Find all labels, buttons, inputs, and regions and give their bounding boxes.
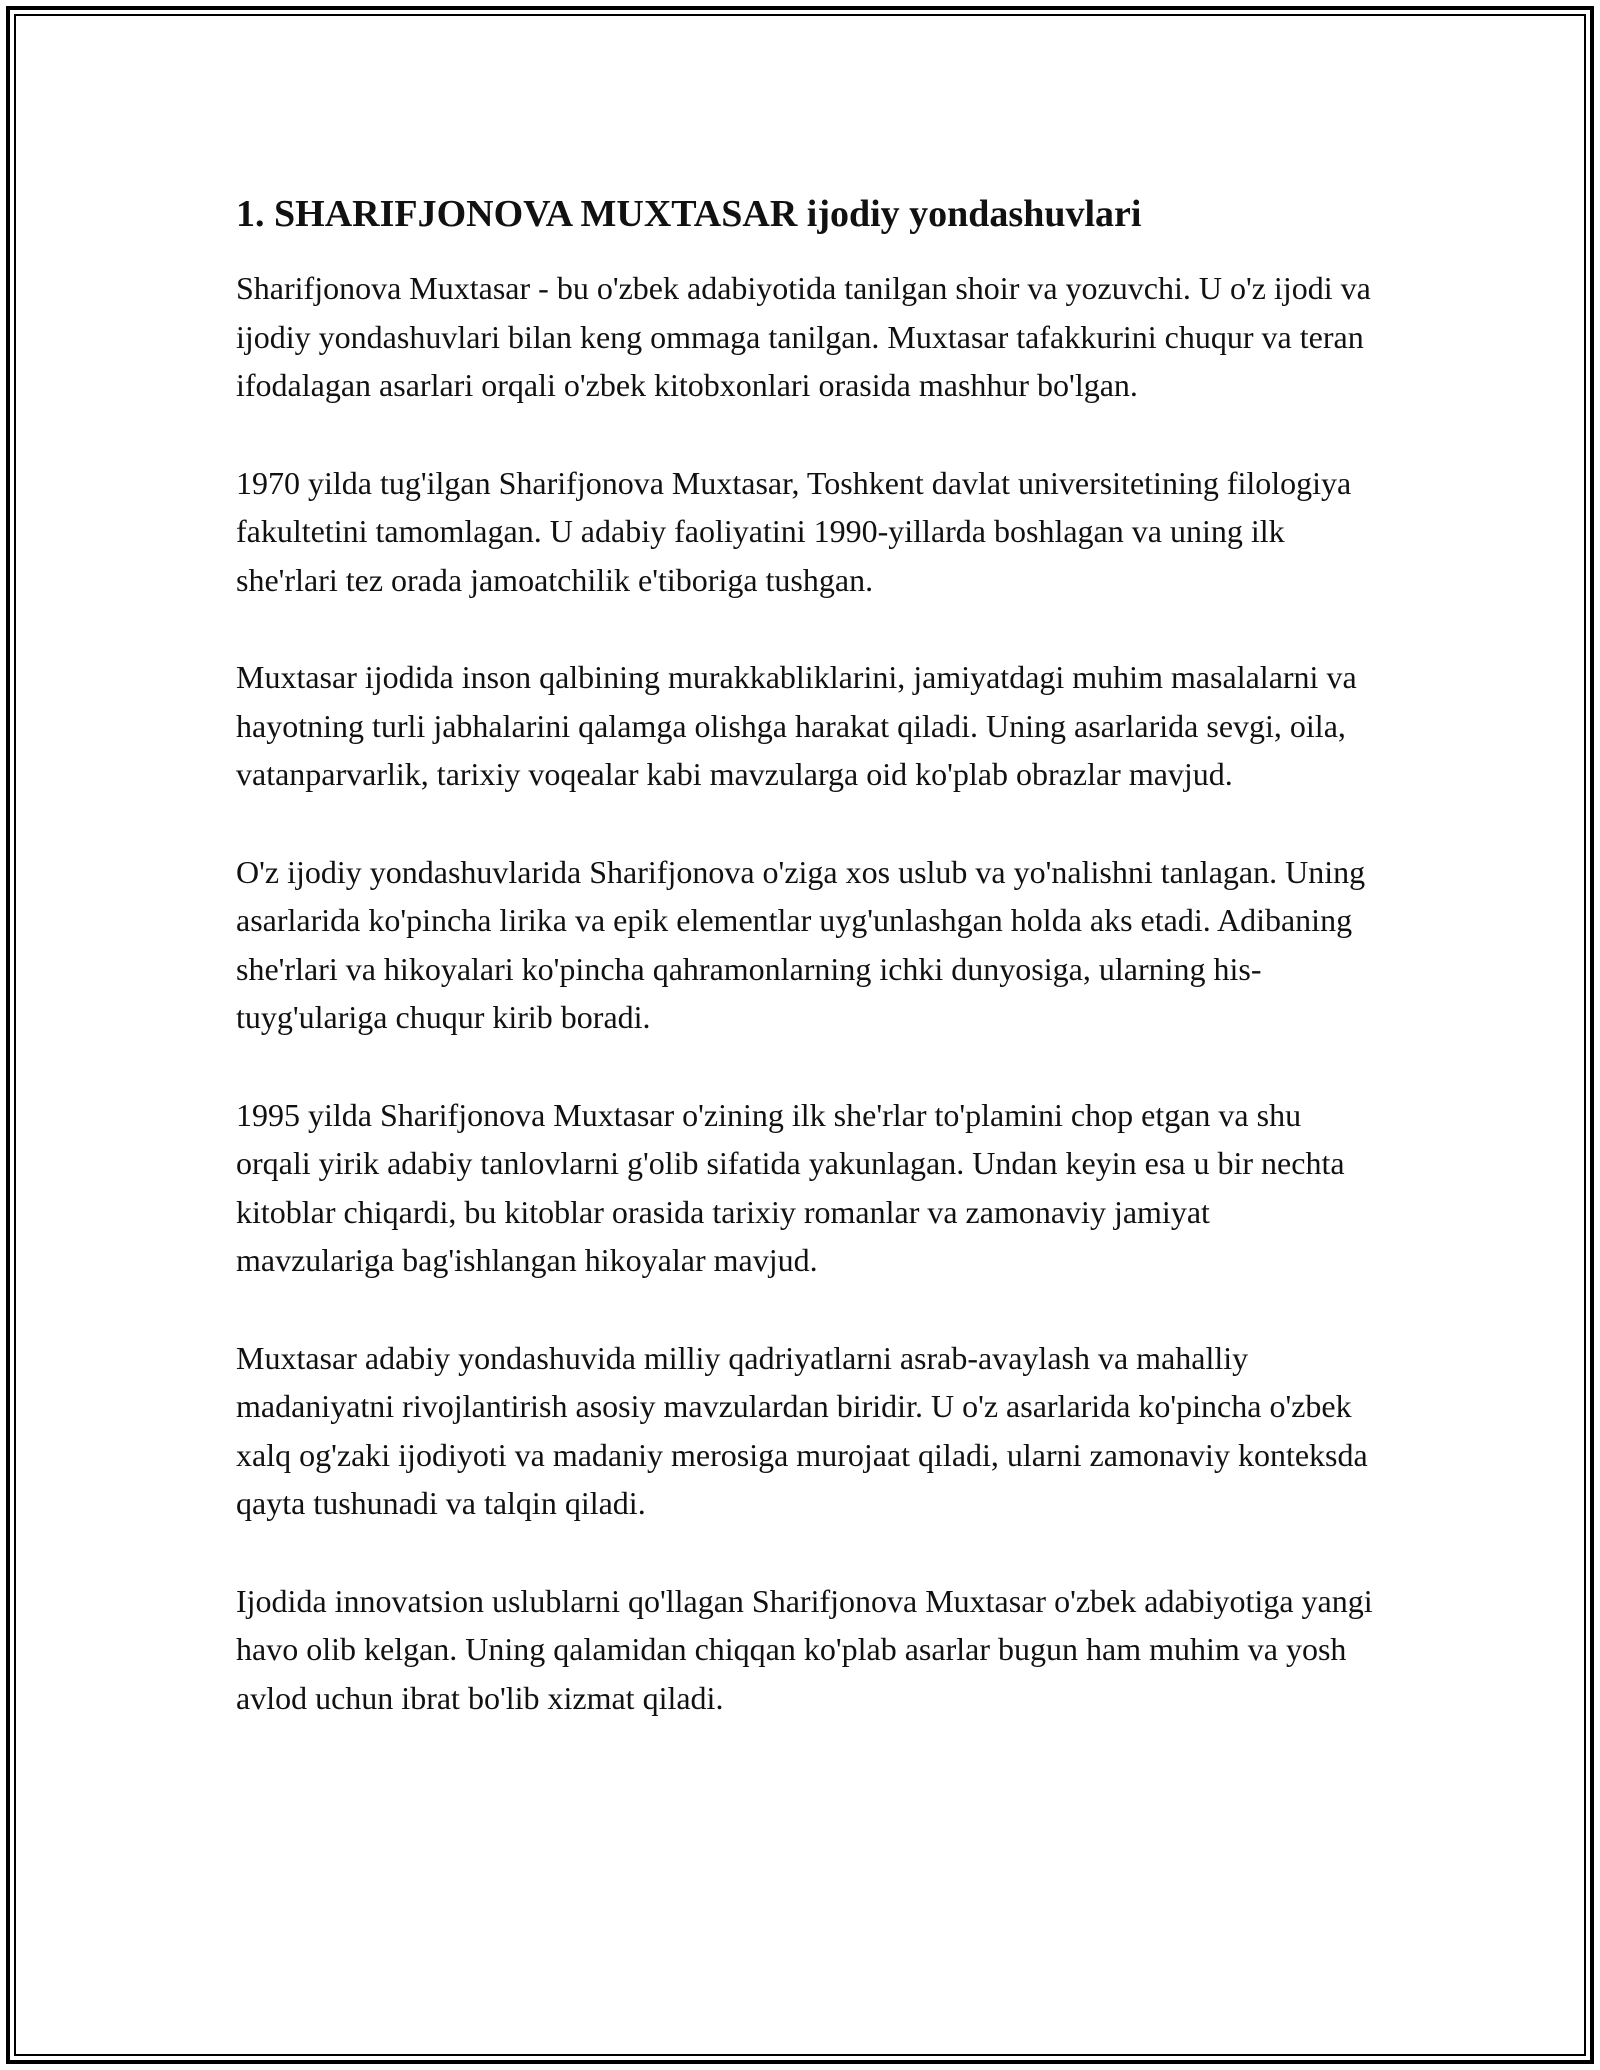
paragraph-4: O'z ijodiy yondashuvlarida Sharifjonova o'ziga xos uslub va yo'nalishni tanlagan. Uning asarlarida ko'pincha lirika va epik elementlar uyg'unlashgan holda aks etadi. Adibaning she'rlari va hikoyalari ko'pincha qahramonlarning ichki dunyosiga, ularning his-tuyg'ulariga chuqur kirib boradi. — [236, 853, 1366, 1035]
document-body — [236, 186, 1376, 1771]
paragraph-6: Muxtasar adabiy yondashuvida milliy qadriyatlarni asrab-avaylash va mahalliy madaniyatni rivojlantirish asosiy mavzulardan biridir. U o'z asarlarida ko'pincha o'zbek xalq og'zaki ijodiyoti va madaniy merosiga murojaat qiladi, ularni zamonaviy konteksda qayta tushunadi va talqin qiladi. — [236, 1339, 1368, 1521]
paragraph-1: Sharifjonova Muxtasar - bu o'zbek adabiyotida tanilgan shoir va yozuvchi. U o'z ijodi va ijodiy yondashuvlari bilan keng ommaga tanilgan. Muxtasar tafakkurini chuqur va teran ifodalagan asarlari orqali o'zbek kitobxonlari orasida mashhur bo'lgan. — [236, 270, 1371, 403]
paragraph-2: 1970 yilda tug'ilgan Sharifjonova Muxtasar, Toshkent davlat universitetining filologiya fakultetini tamomlagan. U adabiy faoliyatini 1990-yillarda boshlagan va uning ilk she'rlari tez orada jamoatchilik e'tiboriga tushgan. — [236, 464, 1352, 598]
document-title: 1. SHARIFJONOVA MUXTASAR ijodiy yondashuvlari — [236, 193, 1142, 235]
paragraph-7: Ijodida innovatsion uslublarni qo'llagan Sharifjonova Muxtasar o'zbek adabiyotiga yangi havo olib kelgan. Uning qalamidan chiqqan ko'plab asarlar bugun ham muhim va yosh avlod uchun ibrat bo'lib xizmat qiladi. — [236, 1582, 1373, 1716]
paragraph-3: Muxtasar ijodida inson qalbining murakkabliklarini, jamiyatdagi muhim masalalarni va hayotning turli jabhalarini qalamga olishga harakat qiladi. Uning asarlarida sevgi, oila, vatanparvarlik, tarixiy voqealar kabi mavzularga oid ko'plab obrazlar mavjud. — [236, 659, 1357, 792]
paragraph-5: 1995 yilda Sharifjonova Muxtasar o'zining ilk she'rlar to'plamini chop etgan va shu orqali yirik adabiy tanlovlarni g'olib sifatida yakunlagan. Undan keyin esa u bir nechta kitoblar chiqardi, bu kitoblar orasida tarixiy romanlar va zamonaviy jamiyat mavzulariga bag'ishlangan hikoyalar mavjud. — [236, 1096, 1345, 1278]
